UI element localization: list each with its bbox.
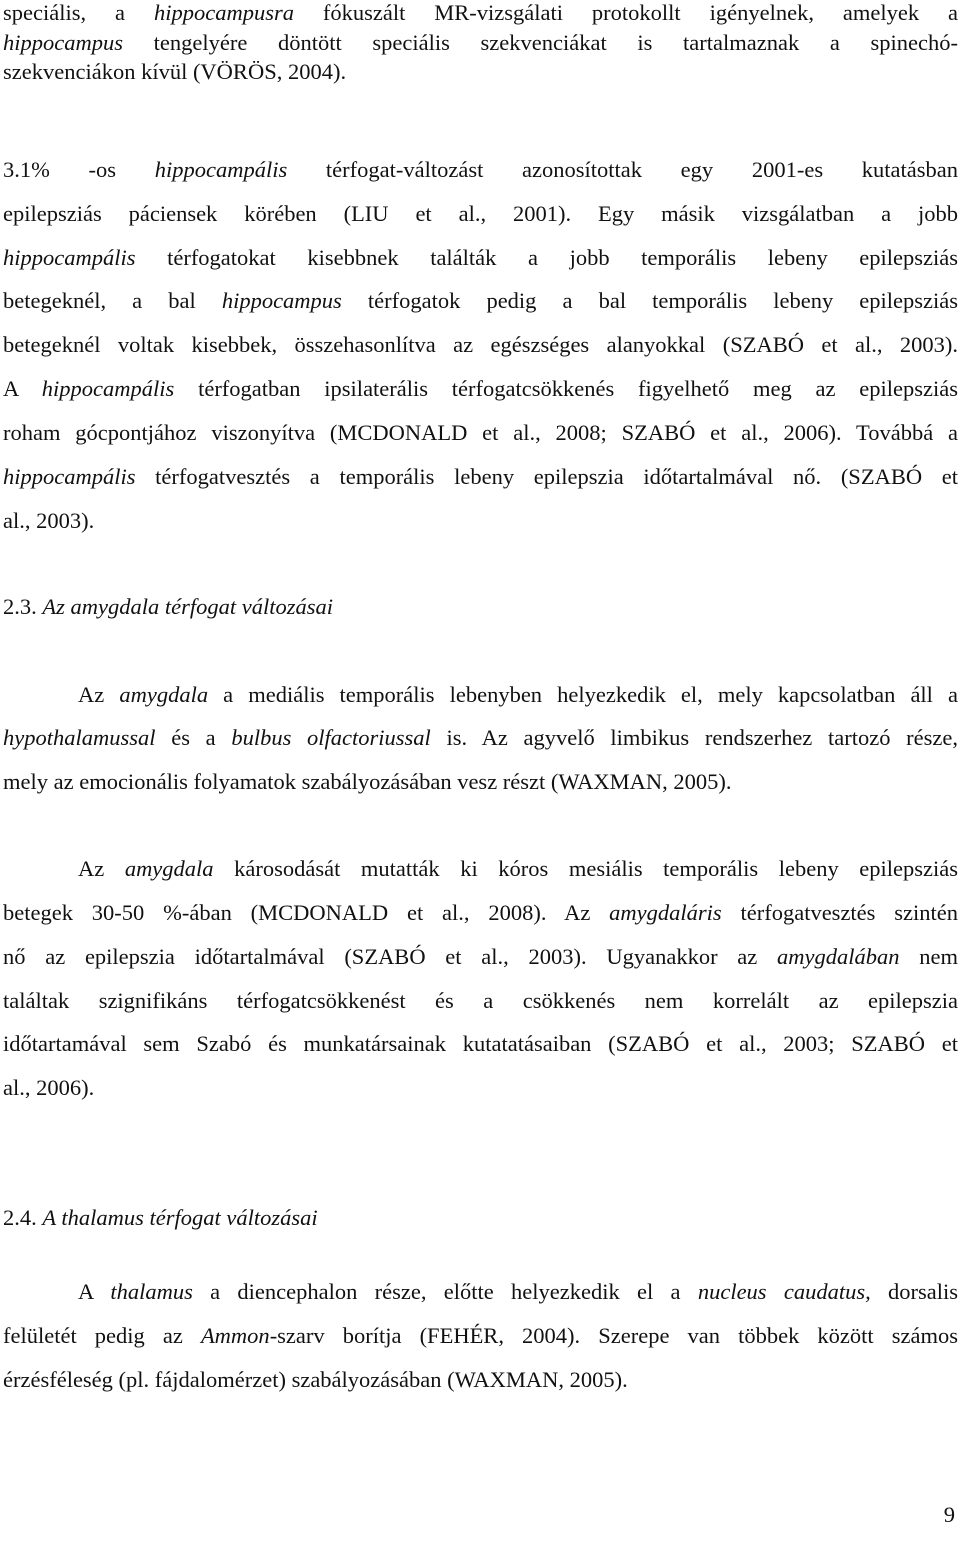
- text-line: [3, 986, 958, 1016]
- italic-term: amygdaláris: [609, 900, 722, 925]
- italic-term: hippocampális: [3, 245, 136, 270]
- text-run: A: [78, 1279, 111, 1304]
- text-run: betegeknél, a bal: [3, 288, 222, 313]
- text-run: károsodását mutatták ki kóros mesiális temporális lebeny epilepsziás: [213, 856, 958, 881]
- text-run: tengelyére döntött speciális szekvenciákat is tartalmaznak a spinechó-: [123, 30, 958, 55]
- italic-term: Az amygdala térfogat változásai: [42, 594, 333, 619]
- text-run: A: [3, 376, 42, 401]
- text-run: is. Az agyvelő limbikus rendszerhez tartozó része,: [430, 725, 958, 750]
- text-line: [3, 1073, 958, 1103]
- text-run: és a: [155, 725, 232, 750]
- text-line: [3, 199, 958, 229]
- text-run: érzésféleség (pl. fájdalomérzet) szabályozásában (WAXMAN, 2005).: [3, 1367, 628, 1392]
- italic-term: hippocampusra: [153, 0, 294, 25]
- text-run: időtartamával sem Szabó és munkatársainak kutatatásaiban (SZABÓ et al., 2003; SZABÓ et: [3, 1031, 958, 1056]
- text-run: fókuszált MR-vizsgálati protokollt igényelnek, amelyek a: [293, 0, 958, 25]
- text-run: speciális, a: [3, 0, 154, 25]
- text-line: [3, 286, 958, 316]
- text-run: betegeknél voltak kisebbek, összehasonlítva az egészséges alanyokkal (SZABÓ et al., 2003).: [3, 332, 958, 357]
- text-run: térfogat-változást azonosítottak egy 2001-es kutatásban: [287, 157, 958, 182]
- italic-term: hippocampus: [221, 288, 342, 313]
- text-line: [3, 28, 958, 58]
- text-run: találtak szignifikáns térfogatcsökkenést és a csökkenés nem korrelált az epilepszia: [3, 988, 958, 1013]
- text-line: [3, 418, 958, 448]
- text-line: [3, 1029, 958, 1059]
- text-line: [78, 1277, 958, 1307]
- section-heading-thalamus: [3, 1203, 958, 1233]
- text-run: felületét pedig az: [3, 1323, 201, 1348]
- text-run: 2.4.: [3, 1205, 43, 1230]
- text-line: [3, 506, 958, 536]
- italic-term: nucleus caudatus,: [697, 1279, 871, 1304]
- text-line: [3, 57, 958, 87]
- text-line: [3, 1321, 958, 1351]
- text-run: mely az emocionális folyamatok szabályozásában vesz részt (WAXMAN, 2005).: [3, 769, 732, 794]
- text-line: [3, 462, 958, 492]
- text-line: [3, 723, 958, 753]
- text-line: [3, 942, 958, 972]
- text-line: [78, 680, 958, 710]
- text-line: [3, 767, 958, 797]
- text-run: epilepsziás páciensek körében (LIU et al., 2001). Egy másik vizsgálatban a jobb: [3, 201, 958, 226]
- text-run: a diencephalon része, előtte helyezkedik el a: [192, 1279, 698, 1304]
- text-run: térfogatvesztés szintén: [721, 900, 958, 925]
- text-line: [3, 0, 958, 28]
- italic-term: thalamus: [110, 1279, 193, 1304]
- page-number: 9: [943, 1502, 955, 1527]
- italic-term: hippocampus: [3, 30, 123, 55]
- italic-term: bulbus olfactoriussal: [231, 725, 431, 750]
- text-run: a mediális temporális lebenyben helyezkedik el, mely kapcsolatban áll a: [208, 682, 958, 707]
- text-line: [78, 854, 958, 884]
- text-run: térfogatban ipsilaterális térfogatcsökkenés figyelhető meg az epilepsziás: [174, 376, 958, 401]
- text-line: [3, 1365, 958, 1395]
- text-run: al., 2003).: [3, 508, 95, 533]
- text-run: 3.1% -os: [3, 157, 155, 182]
- text-line: [3, 330, 958, 360]
- text-run: roham gócpontjához viszonyítva (MCDONALD et al., 2008; SZABÓ et al., 2006). Továbbá a: [3, 420, 958, 445]
- italic-term: Ammon: [200, 1323, 270, 1348]
- italic-term: amygdala: [119, 682, 209, 707]
- text-run: 2.3.: [3, 594, 43, 619]
- text-line: [3, 898, 958, 928]
- text-run: szekvenciákon kívül (VÖRÖS, 2004).: [3, 59, 347, 84]
- text-run: Az: [78, 682, 120, 707]
- italic-term: amygdalában: [777, 944, 900, 969]
- text-run: nem: [899, 944, 958, 969]
- text-run: Az: [78, 856, 125, 881]
- italic-term: hippocampális: [41, 376, 175, 401]
- italic-term: hypothalamussal: [3, 725, 156, 750]
- text-run: -szarv borítja (FEHÉR, 2004). Szerepe van többek között számos: [269, 1323, 958, 1348]
- text-line: [3, 155, 958, 185]
- italic-term: hippocampális: [3, 464, 136, 489]
- text-line: [3, 374, 958, 404]
- text-run: betegek 30-50 %-ában (MCDONALD et al., 2008). Az: [3, 900, 610, 925]
- text-run: térfogatok pedig a bal temporális lebeny epilepsziás: [341, 288, 958, 313]
- text-run: térfogatvesztés a temporális lebeny epilepszia időtartalmával nő. (SZABÓ et: [135, 464, 958, 489]
- text-run: dorsalis: [870, 1279, 959, 1304]
- section-heading-amygdala: [3, 592, 958, 622]
- text-line: [3, 243, 958, 273]
- italic-term: A thalamus térfogat változásai: [42, 1205, 318, 1230]
- italic-term: amygdala: [124, 856, 214, 881]
- text-run: nő az epilepszia időtartalmával (SZABÓ et al., 2003). Ugyanakkor az: [3, 944, 778, 969]
- text-run: al., 2006).: [3, 1075, 95, 1100]
- italic-term: hippocampális: [154, 157, 288, 182]
- text-run: térfogatokat kisebbnek találták a jobb temporális lebeny epilepsziás: [135, 245, 958, 270]
